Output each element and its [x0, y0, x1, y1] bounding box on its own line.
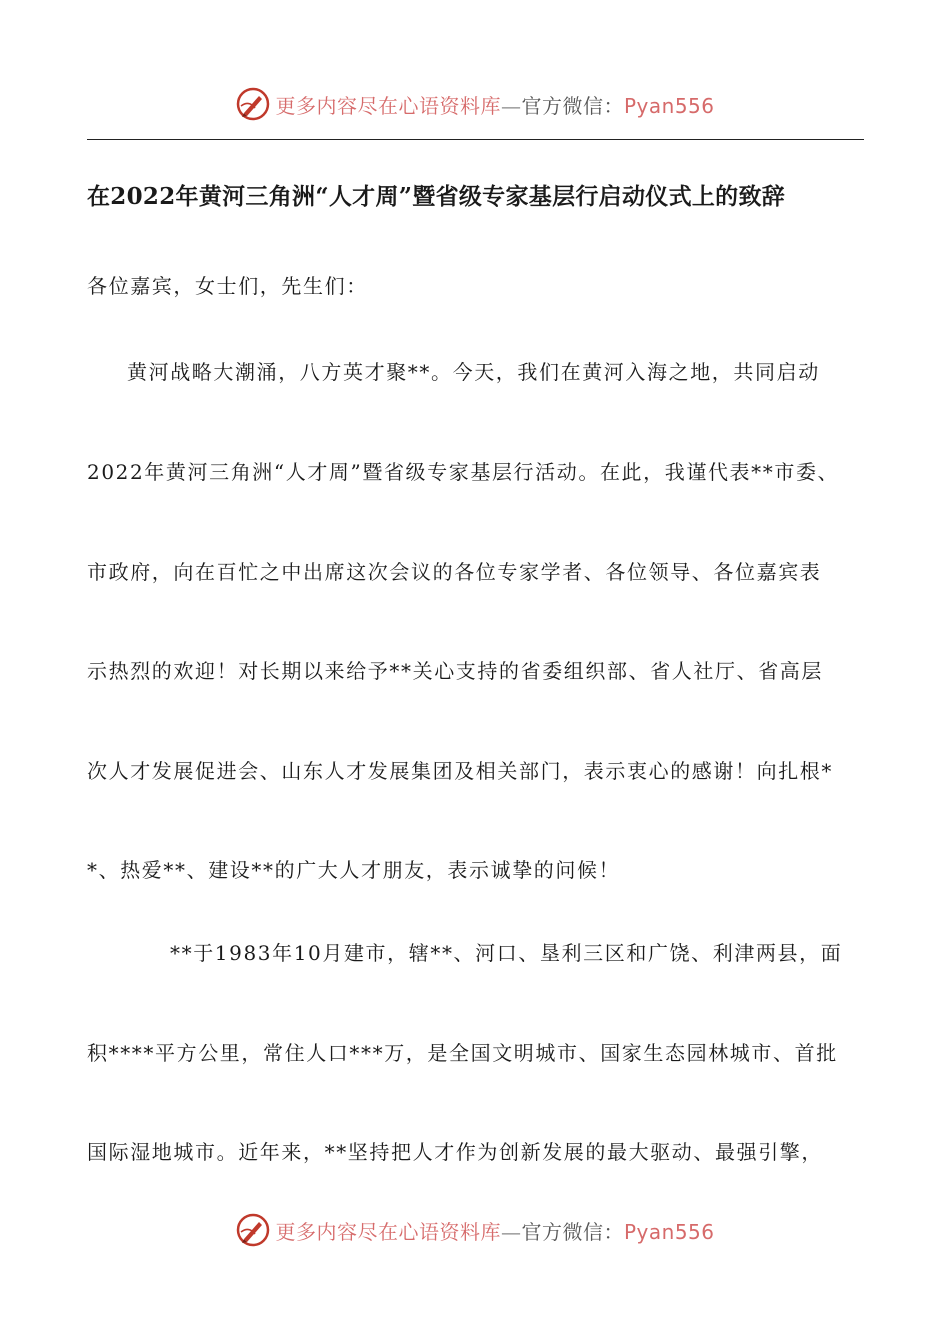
footer-banner [0, 1208, 950, 1252]
body-line-3: 市政府，向在百忙之中出席这次会议的各位专家学者、各位领导、各位嘉宾表 [87, 560, 822, 584]
footer-banner-wechat-label: 官方微信： [521, 1219, 624, 1244]
body-line-1: 黄河战略大潮涌，八方英才聚**。今天，我们在黄河入海之地，共同启动 [127, 360, 820, 384]
document-title: 在2022年黄河三角洲“人才周”暨省级专家基层行启动仪式上的致辞 [87, 183, 786, 210]
header-banner-wechat-label: 官方微信： [521, 93, 624, 118]
pen-logo-icon [235, 86, 271, 122]
body-line-8: 积****平方公里，常住人口***万，是全国文明城市、国家生态园林城市、首批 [87, 1041, 838, 1065]
pen-logo-icon [235, 1212, 271, 1248]
header-banner-dash: — [500, 93, 522, 118]
salutation: 各位嘉宾，女士们，先生们： [87, 274, 368, 298]
footer-banner-wechat-id: Pyan556 [623, 1219, 715, 1244]
body-line-7: **于1983年10月建市，辖**、河口、垦利三区和广饶、利津两县，面 [170, 941, 843, 965]
header-banner-wechat-id: Pyan556 [623, 93, 715, 118]
footer-banner-dash: — [500, 1219, 522, 1244]
footer-banner-slogan: 更多内容尽在心语资料库 [275, 1219, 501, 1244]
body-line-5: 次人才发展促进会、山东人才发展集团及相关部门，表示衷心的感谢！向扎根* [87, 759, 833, 783]
body-line-4: 示热烈的欢迎！对长期以来给予**关心支持的省委组织部、省人社厅、省高层 [87, 659, 823, 683]
body-line-2: 2022年黄河三角洲“人才周”暨省级专家基层行活动。在此，我谨代表**市委、 [87, 460, 840, 484]
body-line-9: 国际湿地城市。近年来，**坚持把人才作为创新发展的最大驱动、最强引擎， [87, 1140, 823, 1164]
header-banner [0, 82, 950, 126]
header-banner-text [275, 90, 714, 119]
footer-banner-text [275, 1216, 714, 1245]
body-line-6: *、热爱**、建设**的广大人才朋友，表示诚挚的问候！ [87, 858, 621, 882]
header-banner-slogan: 更多内容尽在心语资料库 [275, 93, 501, 118]
header-divider [87, 139, 864, 140]
